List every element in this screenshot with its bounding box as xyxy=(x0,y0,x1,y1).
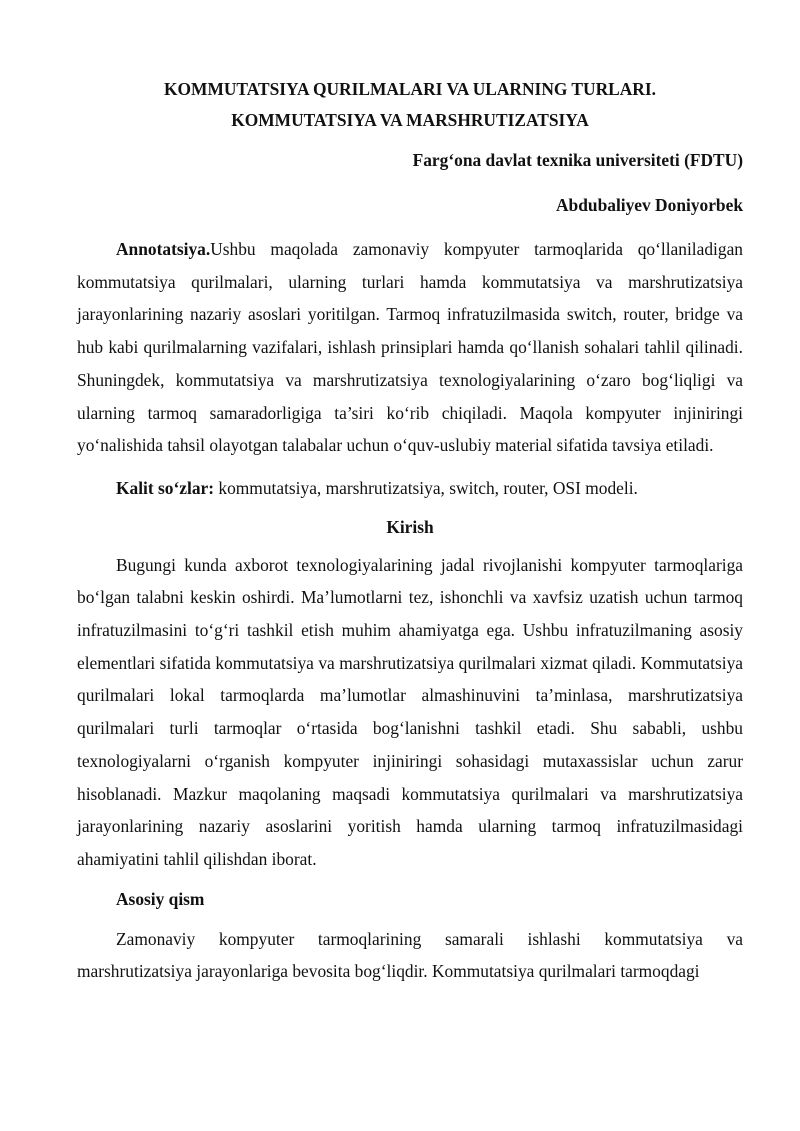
main-paragraph: Zamonaviy kompyuter tarmoqlarining samarali ishlashi kommutatsiya va marshrutizatsiya jarayonlariga bevosita bog‘liqdir. Kommutatsiya qurilmalari tarmoqdagi xyxy=(77,928,743,982)
abstract-text: Ushbu maqolada zamonaviy kompyuter tarmoqlarida qo‘llaniladigan kommutatsiya qurilmalari, ularning turlari hamda kommutatsiya va marshrutizatsiya jarayonlarining nazariy asoslari yoritilgan. Tarmoq infratuzilmasida switch, router, bridge va hub kabi qurilmalarning vazifalari, ishlash prinsiplari hamda qo‘llanish sohalari tahlil qilinadi. Shuningdek, kommutatsiya va marshrutizatsiya texnologiyalarining o‘zaro bog‘liqligi va ularning tarmoq samaradorligiga ta’siri ko‘rib chiqiladi. Maqola kompyuter injiniringi yo‘nalishida tahsil olayotgan talabalar uchun o‘quv-uslubiy material sifatida tavsiya etiladi. xyxy=(77,239,743,456)
intro-heading: Kirish xyxy=(386,516,434,537)
keywords-label: Kalit so‘zlar: xyxy=(116,477,215,498)
keywords-text: kommutatsiya, marshrutizatsiya, switch, router, OSI modeli. xyxy=(214,477,638,498)
intro-paragraph: Bugungi kunda axborot texnologiyalarining jadal rivojlanishi kompyuter tarmoqlariga bo‘lgan talabni keskin oshirdi. Ma’lumotlarni tez, ishonchli va xavfsiz uzatish uchun tarmoq infratuzilmasini to‘g‘ri tashkil etish muhim ahamiyatga ega. Ushbu infratuzilmaning asosiy elementlari sifatida kommutatsiya va marshrutizatsiya qurilmalari xizmat qiladi. Kommutatsiya qurilmalari lokal tarmoqlarda ma’lumotlar almashinuvini ta’minlasa, marshrutizatsiya qurilmalari turli tarmoqlar o‘rtasida bog‘lanishni tashkil etadi. Shu sababli, ushbu texnologiyalarni o‘rganish kompyuter injiniringi sohasidagi mutaxassislar uchun zarur hisoblanadi. Mazkur maqolaning maqsadi kommutatsiya qurilmalari va marshrutizatsiya jarayonlarining nazariy asoslarini yoritish hamda ularning tarmoq infratuzilmasidagi ahamiyatini tahlil qilishdan iborat. xyxy=(77,554,743,869)
paper-title-line-1: KOMMUTATSIYA QURILMALARI VA ULARNING TURLARI. xyxy=(163,79,656,99)
author-name: Abdubaliyev Doniyorbek xyxy=(556,195,743,215)
author-affiliation: Farg‘ona davlat texnika universiteti (FDTU) xyxy=(412,150,743,170)
main-heading: Asosiy qism xyxy=(116,888,205,909)
paper-title-line-2: KOMMUTATSIYA VA MARSHRUTIZATSIYA xyxy=(231,110,589,130)
document-page xyxy=(77,74,743,988)
abstract-label: Annotatsiya. xyxy=(116,239,211,259)
keywords-paragraph xyxy=(77,472,743,505)
paper-title xyxy=(77,74,743,136)
abstract-paragraph xyxy=(77,233,743,462)
